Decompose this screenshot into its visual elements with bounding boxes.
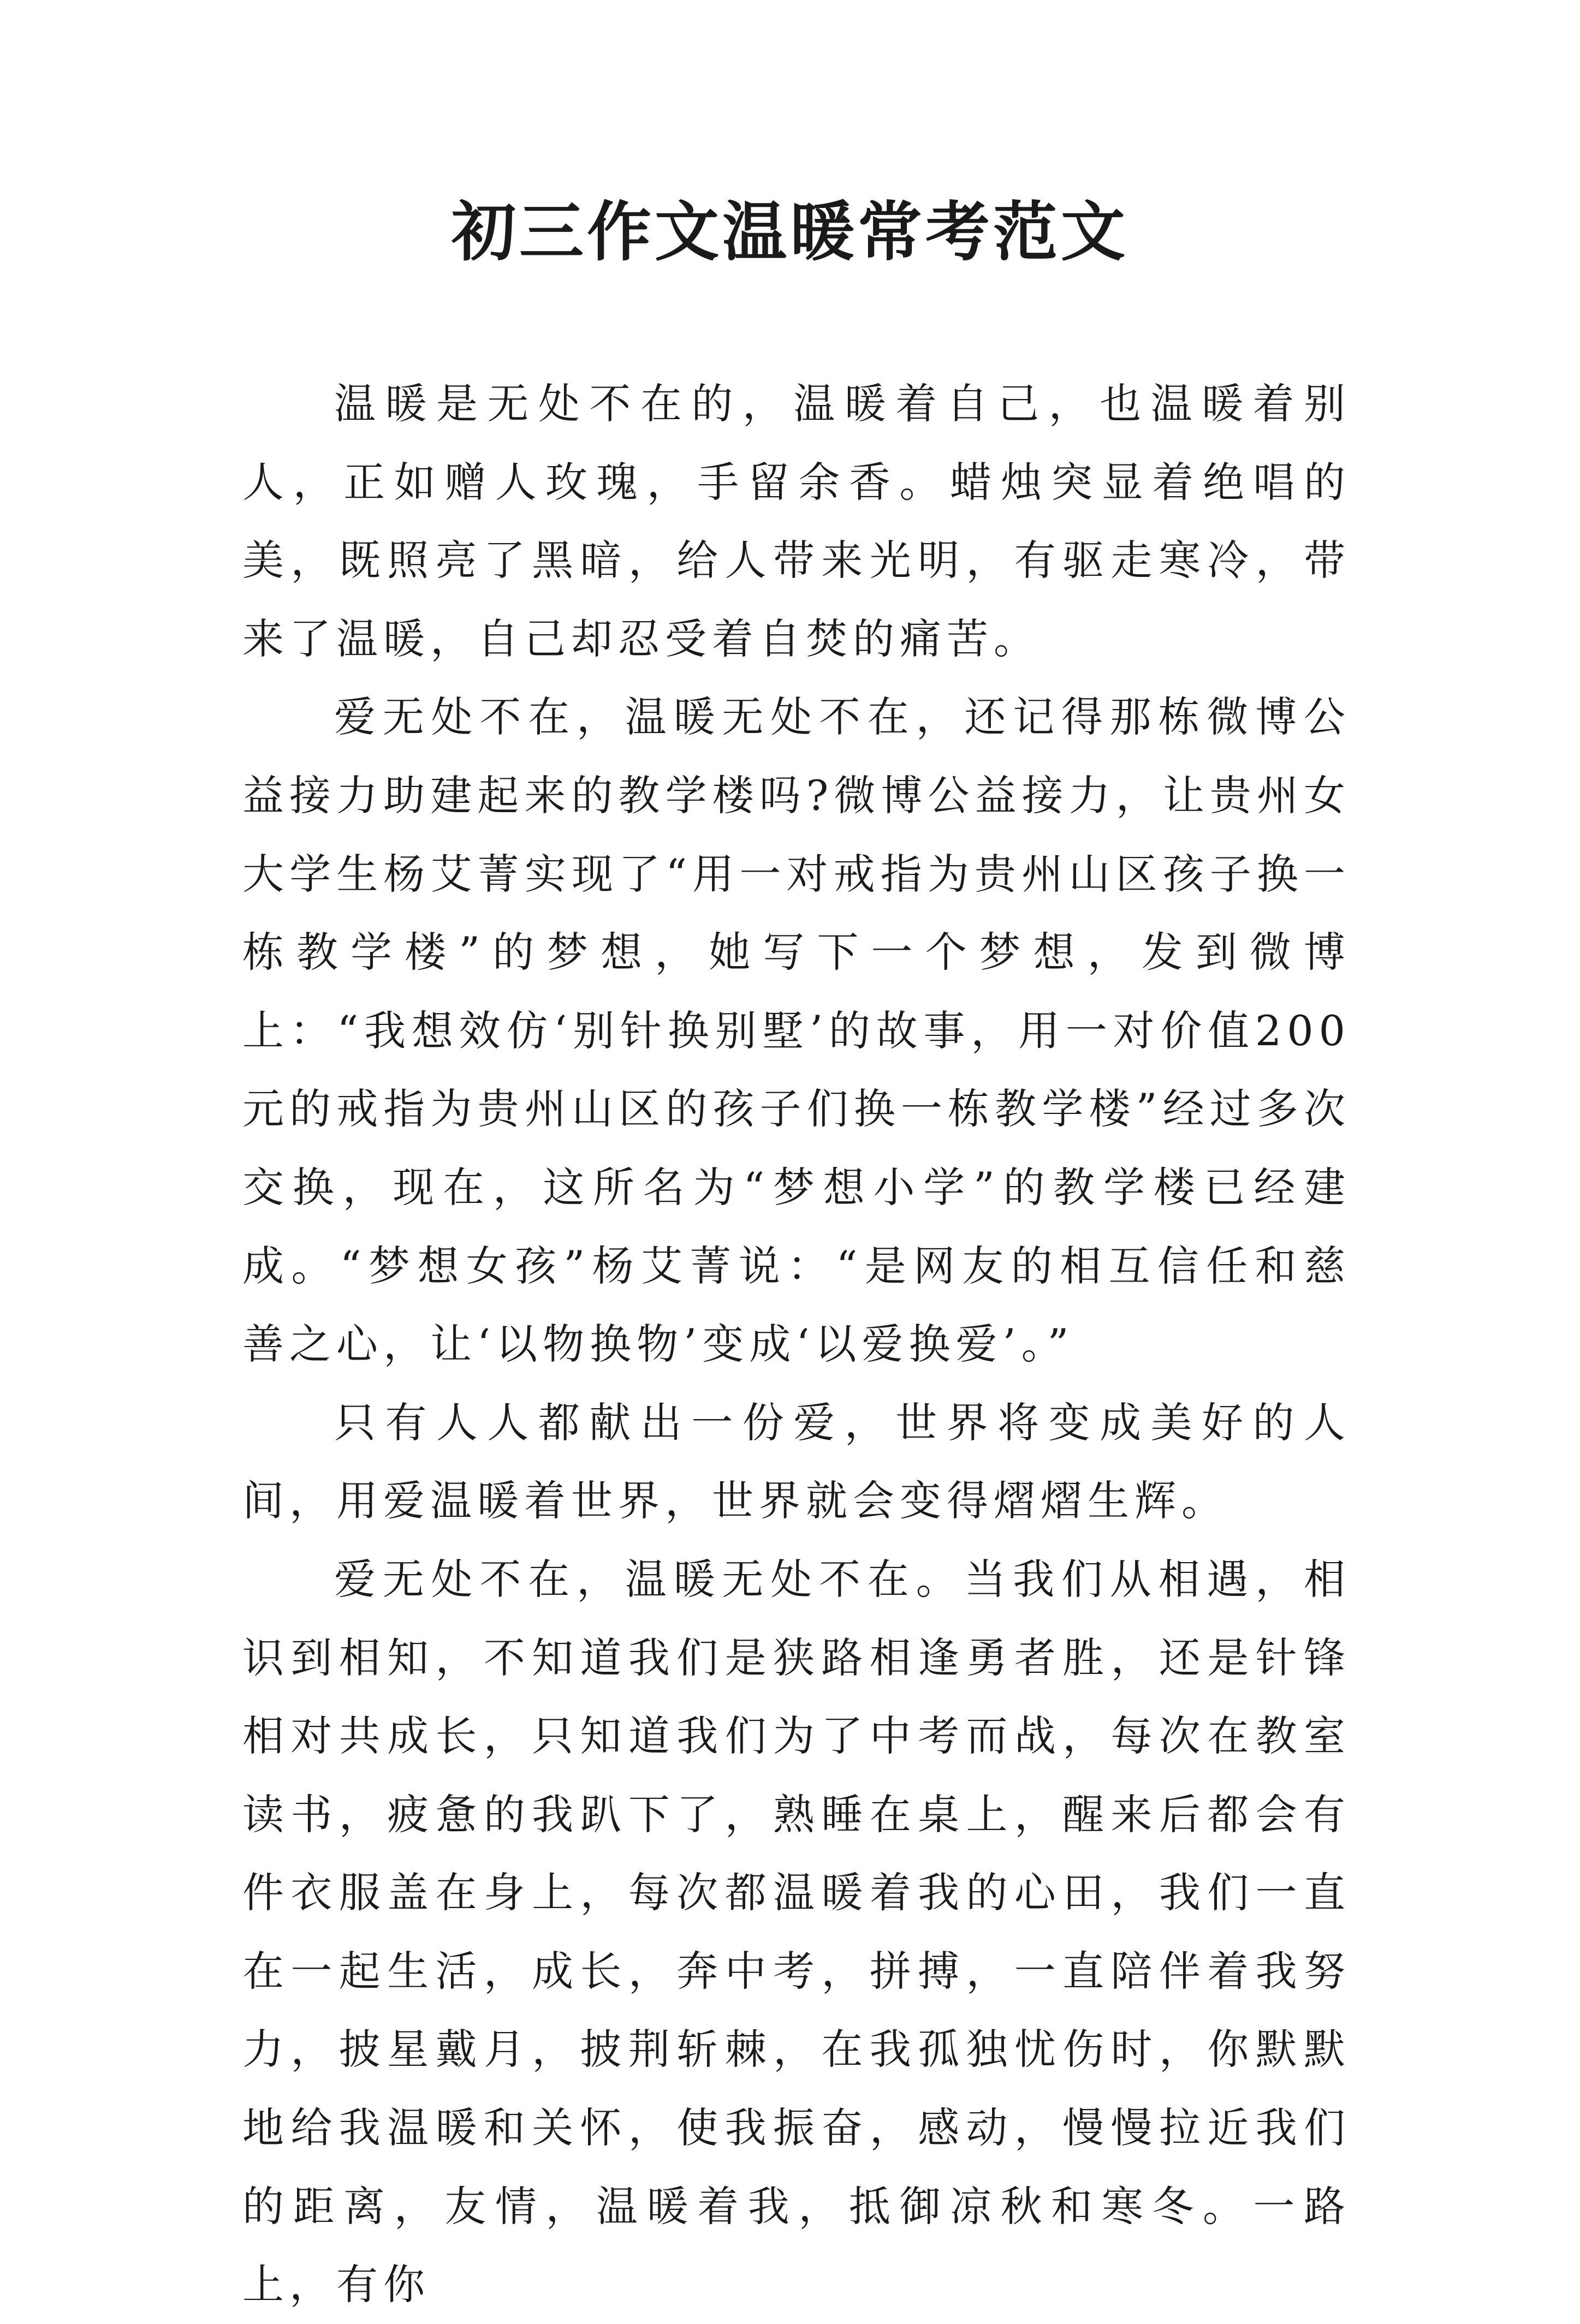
- document-body: [242, 365, 1351, 2324]
- paragraph-4: 爱无处不在，温暖无处不在。当我们从相遇，相识到相知，不知道我们是狭路相逢勇者胜，还是针锋相对共成长，只知道我们为了中考而战，每次在教室读书，疲惫的我趴下了，熟睡在桌上，醒来后都会有件衣服盖在身上，每次都温暖着我的心田，我们一直在一起生活，成长，奔中考，拼搏，一直陪伴着我努力，披星戴月，披荆斩棘，在我孤独忧伤时，你默默地给我温暖和关怀，使我振奋，感动，慢慢拉近我们的距离，友情，温暖着我，抵御凉秋和寒冬。一路上，有你: [242, 1554, 1351, 2309]
- paragraph-3: 只有人人都献出一份爱，世界将变成美好的人间，用爱温暖着世界，世界就会变得熠熠生辉。: [242, 1398, 1351, 1526]
- document-title: 初三作文温暖常考范文: [451, 194, 1128, 270]
- paragraph-1: 温暖是无处不在的，温暖着自己，也温暖着别人，正如赠人玫瑰，手留余香。蜡烛突显着绝唱的美，既照亮了黑暗，给人带来光明，有驱走寒冷，带来了温暖，自己却忍受着自焚的痛苦。: [242, 379, 1351, 663]
- paragraph-2: 爱无处不在，温暖无处不在，还记得那栋微博公益接力助建起来的教学楼吗?微博公益接力，让贵州女大学生杨艾菁实现了“用一对戒指为贵州山区孩子换一栋教学楼”的梦想，她写下一个梦想，发到微博上：“我想效仿‘别针换别墅’的故事，用一对价值200元的戒指为贵州山区的孩子们换一栋教学楼”经过多次交换，现在，这所名为“梦想小学”的教学楼已经建成。“梦想女孩”杨艾菁说：“是网友的相互信任和慈善之心，让‘以物换物’变成‘以爱换爱’。”: [242, 693, 1351, 1369]
